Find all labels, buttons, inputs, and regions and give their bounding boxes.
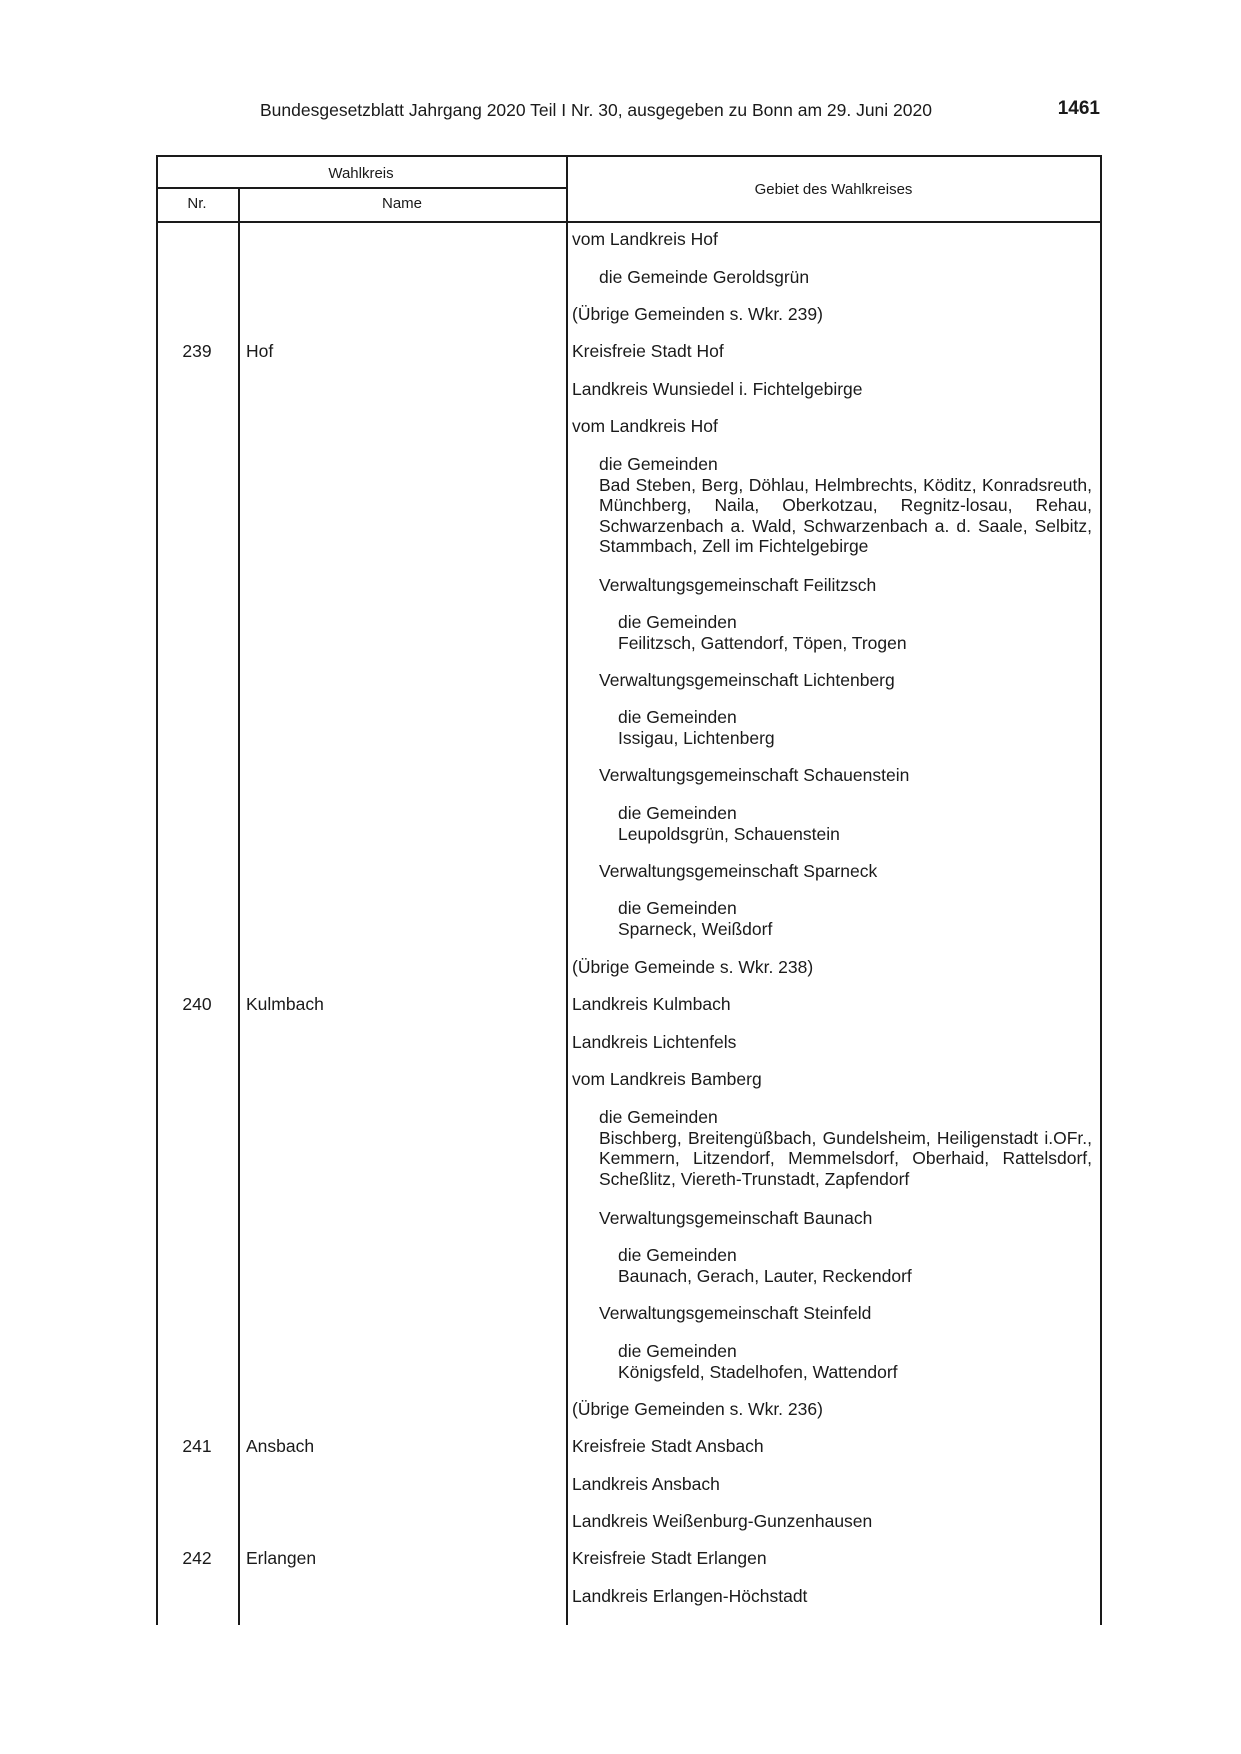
municipality-list: Leupoldsgrün, Schauenstein [618,823,840,844]
area-entry: Kreisfreie Stadt Hof [572,341,724,361]
header-wahlkreis: Wahlkreis [328,165,394,182]
area-entry: die Gemeinde Geroldsgrün [599,267,810,287]
area-entry: Verwaltungsgemeinschaft Lichtenberg [599,670,895,690]
header-gebiet: Gebiet des Wahlkreises [754,181,913,198]
district-name: Erlangen [246,1548,317,1568]
area-entry: Verwaltungsgemeinschaft Steinfeld [599,1303,872,1323]
area-entry: Verwaltungsgemeinschaft Baunach [599,1208,873,1228]
district-name: Hof [246,341,274,361]
area-entry: vom Landkreis Bamberg [572,1069,762,1089]
area-entry: Landkreis Lichtenfels [572,1032,737,1052]
group-heading: die Gemeinden [618,1245,737,1265]
municipality-list: Bad Steben, Berg, Döhlau, Helmbrechts, Köditz, Konradsreuth, Münchberg, Naila, Oberkotzau, Regnitz-losau, Rehau, Schwarzenbach a. Wald, Schwarzenbach a. d. Saale, Selbitz, Stammbach, Zell im Fichtelgebirge [599,474,1092,556]
table-right-border [1100,155,1102,1625]
area-entry: vom Landkreis Hof [572,229,718,249]
group-heading: die Gemeinden [618,1341,737,1361]
area-entry: Landkreis Kulmbach [572,994,731,1014]
municipality-list: Bischberg, Breitengüßbach, Gundelsheim, Heiligenstadt i.OFr., Kemmern, Litzendorf, Memmelsdorf, Oberhaid, Rattelsdorf, Scheßlitz, Viereth-Trunstadt, Zapfendorf [599,1127,1092,1189]
header-split-line [156,187,566,189]
group-heading: die Gemeinden [618,898,737,918]
municipality-list: Feilitzsch, Gattendorf, Töpen, Trogen [618,632,907,653]
municipality-group [618,612,1092,653]
municipality-group [599,1107,1092,1189]
municipality-list: Baunach, Gerach, Lauter, Reckendorf [618,1265,912,1286]
area-entry: Verwaltungsgemeinschaft Schauenstein [599,765,910,785]
area-entry: (Übrige Gemeinden s. Wkr. 239) [572,304,823,324]
area-entry: Landkreis Ansbach [572,1474,720,1494]
district-name: Ansbach [246,1436,315,1456]
municipality-group [618,1341,1092,1382]
area-entry: Kreisfreie Stadt Ansbach [572,1436,764,1456]
area-entry: Landkreis Wunsiedel i. Fichtelgebirge [572,379,863,399]
table-top-border [156,155,1101,157]
area-entry: Verwaltungsgemeinschaft Sparneck [599,861,878,881]
nr-name-divider [238,187,240,1625]
area-entry: Landkreis Weißenburg-Gunzenhausen [572,1511,873,1531]
group-heading: die Gemeinden [618,707,737,727]
district-nr: 241 [182,1436,212,1456]
municipality-list: Königsfeld, Stadelhofen, Wattendorf [618,1361,898,1382]
municipality-group [618,898,1092,939]
name-gebiet-divider [566,155,568,1625]
area-entry: (Übrige Gemeinden s. Wkr. 236) [572,1399,823,1419]
municipality-group [618,707,1092,748]
header-name: Name [381,195,422,212]
header-nr: Nr. [187,195,207,212]
municipality-list: Issigau, Lichtenberg [618,727,775,748]
municipality-group [599,454,1092,557]
running-title: Bundesgesetzblatt Jahrgang 2020 Teil I Nr. 30, ausgegeben zu Bonn am 29. Juni 2020 [260,100,932,120]
district-nr: 240 [182,994,212,1014]
area-entry: Landkreis Erlangen-Höchstadt [572,1586,808,1606]
table-left-border [156,155,158,1625]
district-name: Kulmbach [246,994,324,1014]
group-heading: die Gemeinden [618,803,737,823]
area-entry: vom Landkreis Hof [572,416,718,436]
district-nr: 242 [182,1548,212,1568]
municipality-group [618,803,1092,844]
group-heading: die Gemeinden [599,1107,718,1127]
group-heading: die Gemeinden [599,454,718,474]
municipality-group [618,1245,1092,1286]
header-bottom-border [156,221,1101,223]
page-number: 1461 [1057,98,1100,119]
area-entry: (Übrige Gemeinde s. Wkr. 238) [572,957,814,977]
municipality-list: Sparneck, Weißdorf [618,918,773,939]
area-entry: Kreisfreie Stadt Erlangen [572,1548,767,1568]
electoral-district-table [156,155,1101,1625]
district-nr: 239 [182,341,212,361]
area-entry: Verwaltungsgemeinschaft Feilitzsch [599,575,877,595]
group-heading: die Gemeinden [618,612,737,632]
